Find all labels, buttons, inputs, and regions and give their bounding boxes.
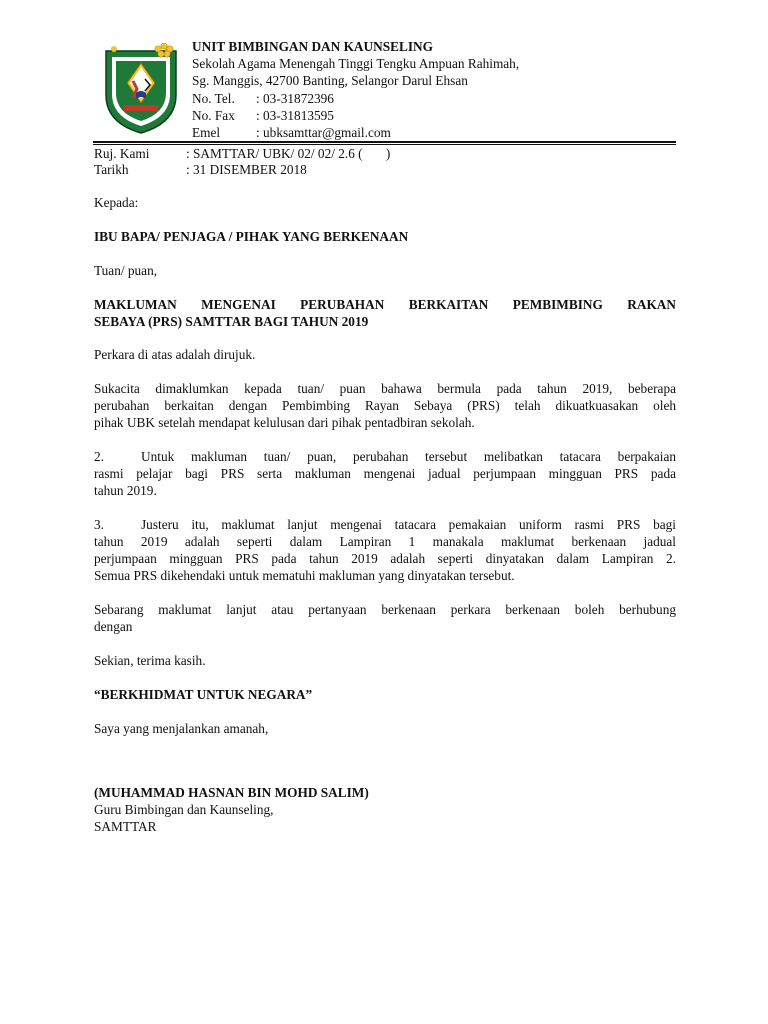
para3-line4: Semua PRS dikehendaki untuk mematuhi makluman yang dinyatakan tersebut.: [94, 568, 515, 583]
para3-line1: Justeru itu, maklumat lanjut mengenai tatacara pemakaian uniform rasmi PRS bagi: [141, 517, 676, 532]
reference-row: [94, 146, 390, 162]
subject-line-1: MAKLUMAN MENGENAI PERUBAHAN BERKAITAN PEMBIMBING RAKAN: [94, 297, 676, 312]
tel-row: [192, 90, 519, 107]
school-crest-logo: [100, 43, 182, 135]
email-label: Emel: [192, 125, 221, 141]
reference-sentence: Perkara di atas adalah dirujuk.: [94, 347, 256, 362]
salutation: Tuan/ puan,: [94, 263, 158, 278]
kepada-label: Kepada:: [94, 195, 139, 210]
para2-number: 2.: [94, 449, 104, 464]
recipient: IBU BAPA/ PENJAGA / PIHAK YANG BERKENAAN: [94, 229, 409, 244]
fax-label: No. Fax: [192, 107, 235, 123]
school-address: Sg. Manggis, 42700 Banting, Selangor Darul Ehsan: [192, 73, 468, 89]
para3-number: 3.: [94, 517, 104, 532]
para4-line2: dengan: [94, 619, 133, 634]
date-row: [94, 162, 390, 178]
reference-block: [94, 146, 390, 178]
letterhead: [192, 38, 519, 141]
header-divider-thick: [93, 141, 676, 143]
para3-line3: perjumpaan mingguan PRS pada tahun 2019 adalah seperti dinyatakan dalam Lampiran 2.: [94, 551, 676, 566]
fax-value: : 03-31813595: [256, 107, 334, 123]
closing: Sekian, terima kasih.: [94, 653, 206, 668]
motto: “BERKHIDMAT UNTUK NEGARA”: [94, 687, 313, 702]
reference-label: Ruj. Kami: [94, 146, 150, 161]
para2-line1-row: [94, 448, 676, 465]
tel-value: : 03-31872396: [256, 90, 334, 106]
email-row: [192, 124, 519, 141]
trust-line: Saya yang menjalankan amanah,: [94, 721, 269, 736]
para3-line1-row: [94, 516, 676, 533]
fax-row: [192, 107, 519, 124]
date-label: Tarikh: [94, 162, 129, 177]
signatory-name: (MUHAMMAD HASNAN BIN MOHD SALIM): [94, 785, 369, 800]
header-divider-thin: [93, 144, 676, 145]
para2-line2: rasmi pelajar bagi PRS serta makluman mengenai jadual perjumpaan mingguan PRS pada: [94, 466, 676, 481]
para4-line1: Sebarang maklumat lanjut atau pertanyaan berkenaan perkara berkenaan boleh berhubung: [94, 602, 676, 617]
para2-line1: Untuk makluman tuan/ puan, perubahan tersebut melibatkan tatacara berpakaian: [141, 449, 676, 464]
school-name: Sekolah Agama Menengah Tinggi Tengku Ampuan Rahimah,: [192, 56, 520, 72]
email-value: : ubksamttar@gmail.com: [256, 125, 391, 141]
signatory-school: SAMTTAR: [94, 819, 157, 834]
date-value: : 31 DISEMBER 2018: [186, 162, 307, 177]
tel-label: No. Tel.: [192, 90, 235, 106]
para3-line2: tahun 2019 adalah seperti dalam Lampiran 1 manakala maklumat berkenaan jadual: [94, 534, 676, 549]
subject-line-2: SEBAYA (PRS) SAMTTAR BAGI TAHUN 2019: [94, 314, 369, 329]
reference-value: : SAMTTAR/ UBK/ 02/ 02/ 2.6 ( ): [186, 146, 391, 161]
para1-line1: Sukacita dimaklumkan kepada tuan/ puan bahawa bermula pada tahun 2019, beberapa: [94, 381, 676, 396]
para2-line3: tahun 2019.: [94, 483, 157, 498]
para1-line2: perubahan berkaitan dengan Pembimbing Rayan Sebaya (PRS) telah dikuatkuasakan oleh: [94, 398, 676, 413]
unit-name: UNIT BIMBINGAN DAN KAUNSELING: [192, 39, 433, 54]
signatory-title: Guru Bimbingan dan Kaunseling,: [94, 802, 274, 817]
para1-line3: pihak UBK setelah mendapat kelulusan dari pihak pentadbiran sekolah.: [94, 415, 475, 430]
